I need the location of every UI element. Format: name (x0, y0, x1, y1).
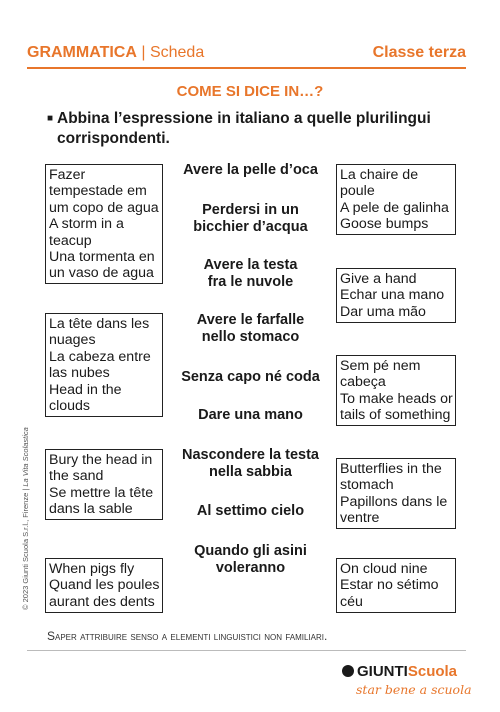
left-box-3 (45, 449, 163, 520)
box-line: poule (340, 183, 375, 200)
italian-expression-9 (168, 543, 333, 577)
left-box-4 (45, 558, 163, 613)
logo-brand: GIUNTI (357, 663, 408, 680)
header-divider (27, 67, 466, 69)
expression-line: voleranno (215, 560, 286, 576)
box-line: the sand (49, 468, 104, 485)
right-box-5 (336, 558, 456, 613)
publisher-logo (342, 663, 457, 680)
box-line: Give a hand (340, 271, 417, 287)
italian-expression-2 (168, 202, 333, 236)
box-line: La chaire de (340, 167, 419, 183)
expression-line: bicchier d’acqua (193, 219, 308, 235)
expression-line: Quando gli asini (194, 543, 307, 559)
italian-expression-8 (168, 503, 333, 520)
expression-line: nello stomaco (201, 329, 300, 345)
left-box-2 (45, 313, 163, 417)
right-box-4 (336, 458, 456, 529)
box-line: To make heads or (340, 390, 453, 407)
box-line: céu (340, 593, 363, 610)
header-section: Scheda (149, 44, 205, 61)
box-line: A storm in a (49, 216, 124, 233)
box-line: Goose bumps (340, 216, 429, 233)
box-line: las nubes (49, 365, 110, 382)
expression-line: nella sabbia (208, 464, 292, 480)
expression-line: fra le nuvole (207, 274, 294, 290)
box-line: ventre (340, 510, 380, 527)
expression-line: Nascondere la testa (181, 447, 319, 463)
g-logo-icon (342, 665, 354, 677)
box-line: Dar uma mão (340, 303, 426, 320)
right-box-3 (336, 355, 456, 426)
header-separator: | (136, 44, 150, 61)
copyright-prefix: © 2023 Giunti Scuola S.r.l., Firenze | (21, 486, 30, 610)
box-line: aurant des dents (49, 593, 155, 610)
box-line: Sem pé nem (340, 358, 421, 374)
box-line: nuages (49, 332, 96, 349)
box-line: On cloud nine (340, 561, 428, 577)
box-line: Papillons dans le (340, 493, 448, 510)
logo-brand-accent: Scuola (407, 663, 458, 680)
box-line: La cabeza entre (49, 348, 151, 365)
box-line: cabeça (340, 374, 386, 391)
italian-expression-4 (168, 312, 333, 346)
italian-expression-6 (168, 407, 333, 424)
box-line: Butterflies in the (340, 461, 442, 477)
box-line: clouds (49, 398, 91, 415)
bullet-icon: ■ (47, 113, 54, 124)
box-line: Quand les poules (49, 577, 160, 594)
expression-line: Senza capo né coda (181, 369, 320, 385)
box-line: Echar una mano (340, 287, 445, 304)
worksheet-title: COME SI DICE IN…? (176, 83, 324, 100)
box-line: Estar no sétimo (340, 577, 439, 594)
expression-line: Dare una mano (198, 407, 303, 423)
right-box-2 (336, 268, 456, 323)
box-line: Head in the (49, 381, 122, 398)
italian-expression-7 (168, 447, 333, 481)
header-subject (27, 44, 204, 62)
box-line: Se mettre la tête (49, 484, 154, 501)
box-line: teacup (49, 232, 92, 249)
box-line: A pele de galinha (340, 199, 449, 216)
box-line: tempestade em (49, 183, 147, 200)
box-line: Fazer (49, 167, 86, 183)
italian-expression-5 (168, 369, 333, 386)
box-line: un vaso de agua (49, 265, 154, 282)
copyright-notice (21, 427, 30, 610)
left-box-1 (45, 164, 163, 284)
expression-line: Perdersi in un (202, 202, 299, 218)
italian-expression-1 (168, 162, 333, 179)
instruction (47, 109, 447, 149)
box-line: um copo de agua (49, 199, 159, 216)
box-line: La tête dans les (49, 316, 150, 332)
skill-statement: Saper attribuire senso a elementi linguistici non familiari. (47, 629, 328, 643)
box-line: tails of something (340, 407, 451, 424)
box-line: Bury the head in (49, 452, 153, 468)
expression-line: Avere la testa (203, 257, 298, 273)
footer-divider (27, 650, 466, 651)
box-line: Una tormenta en (49, 249, 155, 266)
header-grade: Classe terza (372, 44, 466, 61)
copyright-magazine: La Vita Scolastica (21, 427, 30, 487)
expression-line: Avere la pelle d’oca (183, 162, 318, 178)
expression-line: Al settimo cielo (196, 503, 305, 519)
logo-tagline: star bene a scuola (356, 682, 472, 697)
header-subject-label: GRAMMATICA (27, 44, 137, 61)
expression-line: Avere le farfalle (196, 312, 305, 328)
box-line: When pigs fly (49, 561, 135, 577)
box-line: dans la sable (49, 501, 133, 518)
right-box-1 (336, 164, 456, 235)
box-line: stomach (340, 477, 394, 494)
italian-expression-3 (168, 257, 333, 291)
instruction-text: Abbina l’espressione in italiano a quelle plurilingui corrispondenti. (57, 110, 431, 147)
